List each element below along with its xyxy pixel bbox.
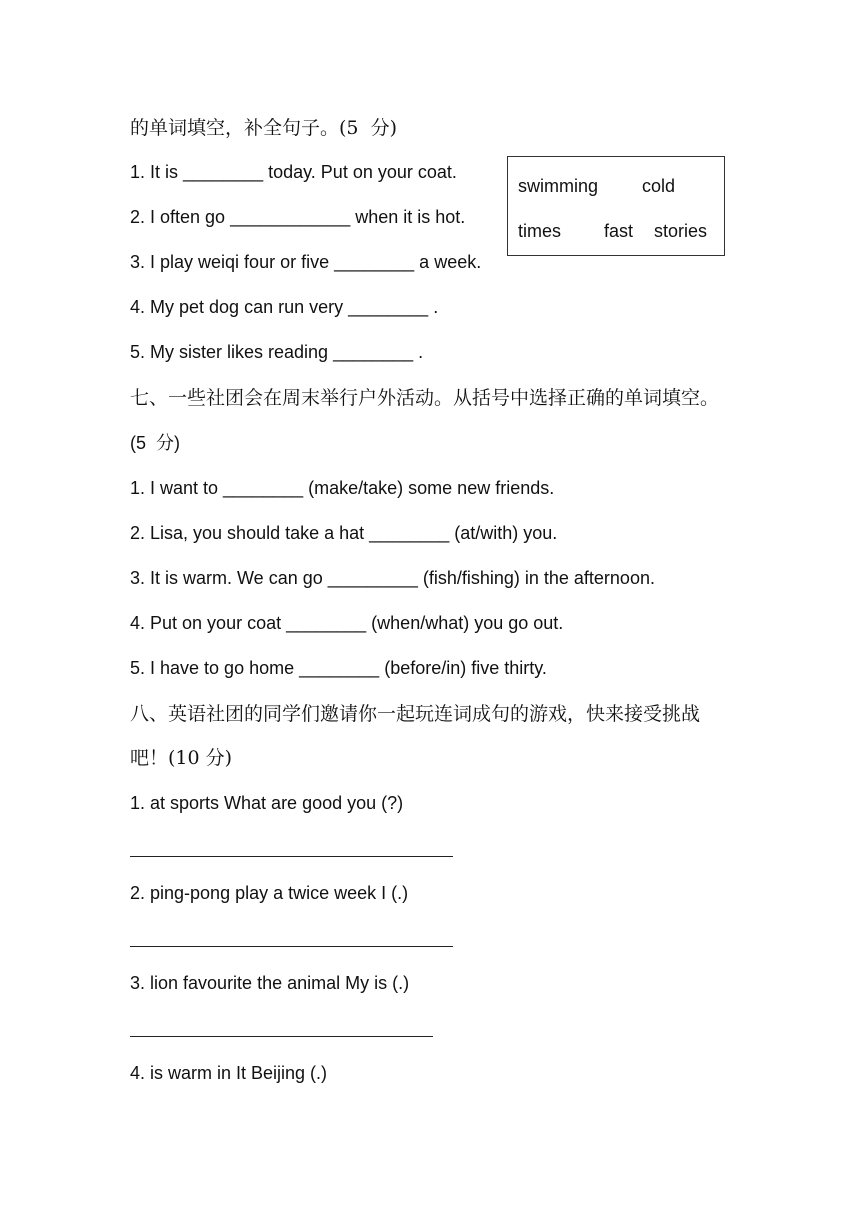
word-bank-word: times [518,221,562,241]
section7-item-3: 3. It is warm. We can go _________ (fish/fishing) in the afternoon. [130,568,655,588]
section6-item-3: 3. I play weiqi four or five ________ a week. [130,252,482,272]
section7-heading-score: (5 分) [130,433,181,453]
answer-line-1[interactable] [130,856,453,857]
section7-item-2: 2. Lisa, you should take a hat ________ (at/with) you. [130,523,558,543]
answer-line-2[interactable] [130,946,453,947]
section7-item-4: 4. Put on your coat ________ (when/what) you go out. [130,613,564,633]
word-bank-word: fast [604,221,634,241]
section7-item-1: 1. I want to ________ (make/take) some new friends. [130,478,555,498]
section8-heading: 八、英语社团的同学们邀请你一起玩连词成句的游戏，快来接受挑战 [130,703,701,725]
section8-item-3: 3. lion favourite the animal My is (.) [130,973,410,993]
section6-item-4: 4. My pet dog can run very ________ . [130,297,439,317]
section6-item-2: 2. I often go ____________ when it is hot. [130,207,466,227]
section8-item-2: 2. ping-pong play a twice week I (.) [130,883,409,903]
word-bank-word: cold [642,176,676,196]
word-bank-box [507,156,725,256]
answer-line-3[interactable] [130,1036,433,1037]
word-bank-word: swimming [518,176,599,196]
section7-heading: 七、一些社团会在周末举行户外活动。从括号中选择正确的单词填空。 [130,387,720,409]
section7-item-5: 5. I have to go home ________ (before/in) five thirty. [130,658,547,678]
word-bank-word: stories [654,221,708,241]
section8-item-1: 1. at sports What are good you (?) [130,793,404,813]
section6-item-5: 5. My sister likes reading ________ . [130,342,424,362]
section6-heading: 的单词填空，补全句子。(5 分) [130,117,397,139]
section8-heading-score: 吧！(10 分) [130,747,233,769]
section8-item-4: 4. is warm in It Beijing (.) [130,1063,328,1083]
section6-item-1: 1. It is ________ today. Put on your coat. [130,162,457,182]
